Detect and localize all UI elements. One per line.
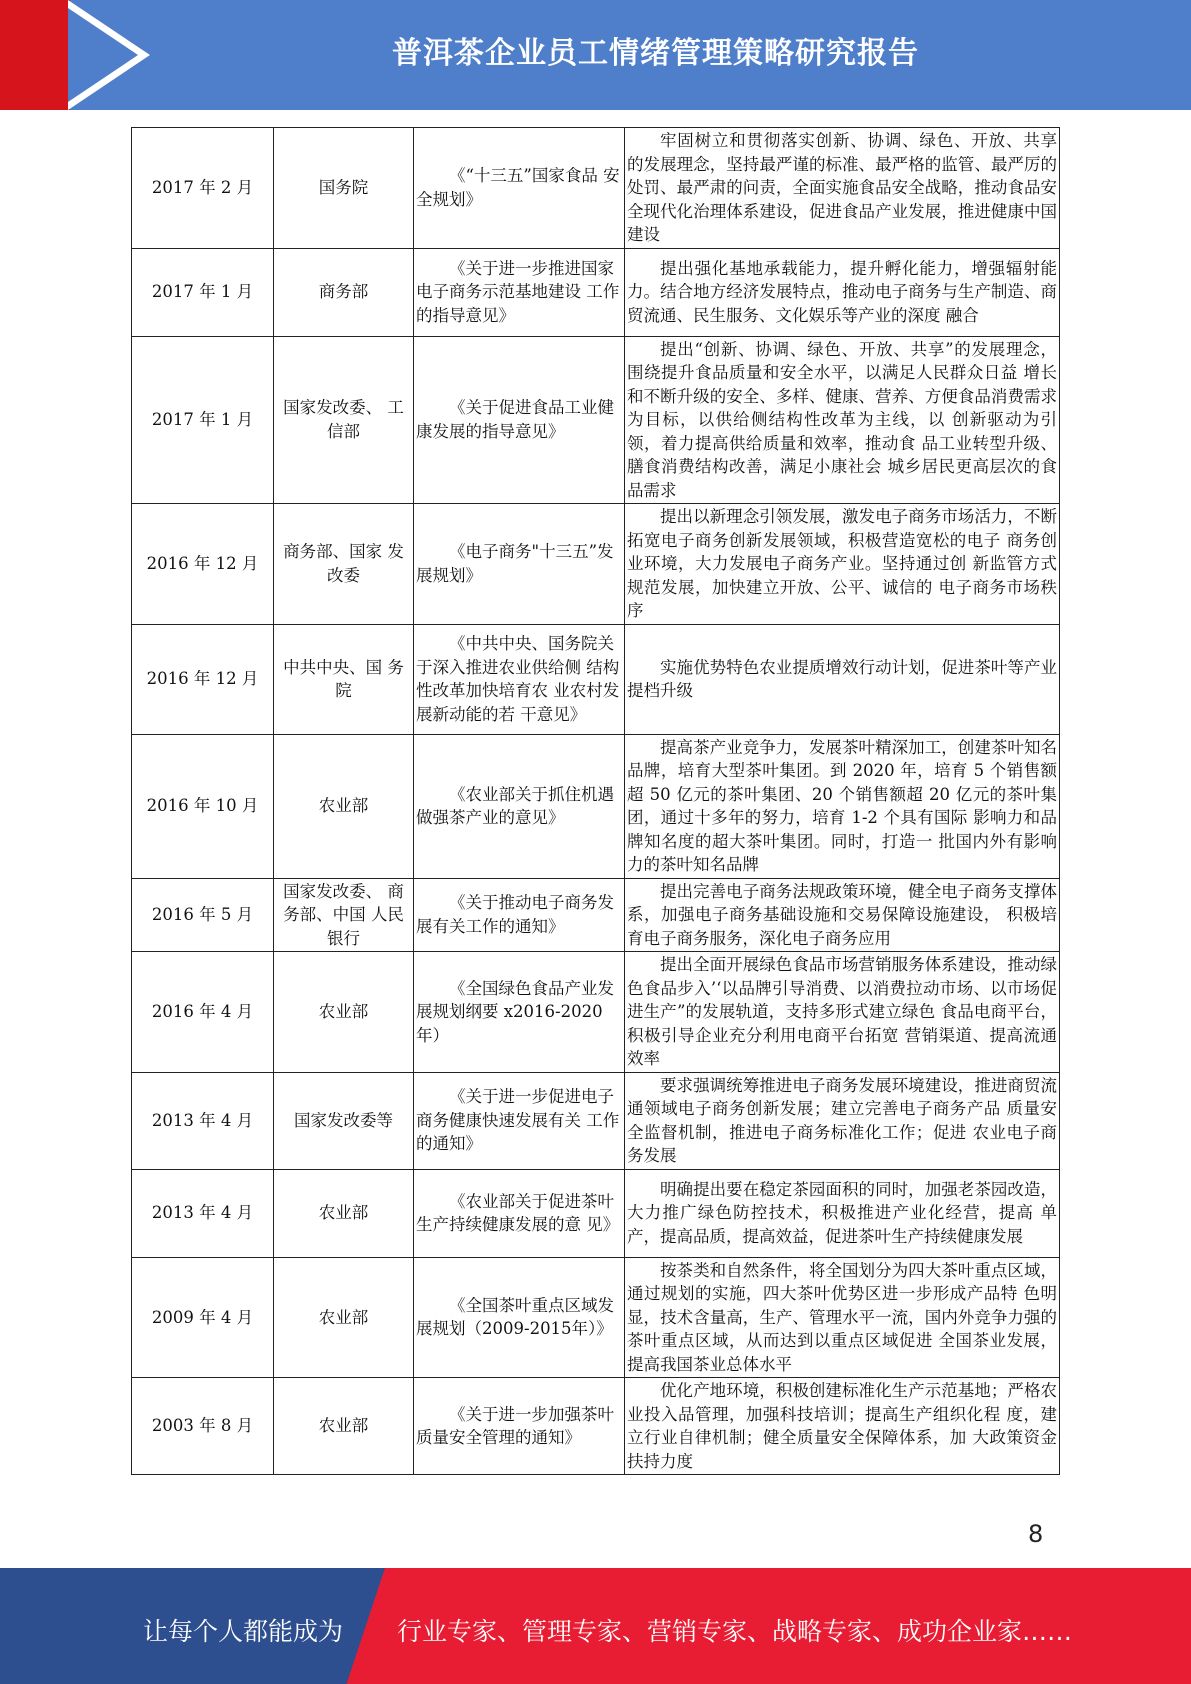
table-row [132,504,1060,625]
page-header [0,0,1191,110]
row-document: 《关于进一步促进电子 商务健康快速发展有关 工作的通知》 [414,1072,625,1169]
row-department: 国家发改委等 [274,1072,414,1169]
table-row [132,336,1060,504]
policy-table [131,127,1060,1475]
row-content: 提出全面开展绿色食品市场营销服务体系建设，推动绿色食品步入’‘以品牌引导消费、以消费拉动市场、以市场促进生产”的发展轨道，支持多形式建立绿色 食品电商平台，积极引导企业充分利用电商平台拓宽 营销渠道、提高流通效率 [625,952,1060,1073]
table-row [132,1169,1060,1257]
table-row [132,1072,1060,1169]
row-date: 2013 年 4 月 [132,1072,274,1169]
table-row [132,624,1060,734]
row-department: 农业部 [274,734,414,878]
row-content: 按茶类和自然条件，将全国划分为四大茶叶重点区域， 通过规划的实施，四大茶叶优势区进一步形成产品特 色明显，技术含量高，生产、管理水平一流，国内外竞争力强的茶叶重点区域，从而达到以重点区域促进 全国茶业发展，提高我国茶业总体水平 [625,1257,1060,1378]
row-document: 《全国绿色食品产业发 展规划纲要 x2016-2020 年） [414,952,625,1073]
row-content: 牢固树立和贯彻落实创新、协调、绿色、开放、共享 的发展理念，坚持最严谨的标准、最严格的监管、最严厉的处罚、最严肃的问责，全面实施食品安全战略，推动食品安全现代化治理体系建设，促进食品产业发展，推进健康中国建设 [625,128,1060,249]
row-date: 2017 年 2 月 [132,128,274,249]
page-footer [0,1568,1191,1684]
table-row [132,952,1060,1073]
row-document: 《关于促进食品工业健 康发展的指导意见》 [414,336,625,504]
row-date: 2017 年 1 月 [132,248,274,336]
row-document: 《全国茶叶重点区域发 展规划（2009-2015年）》 [414,1257,625,1378]
row-content: 提出完善电子商务法规政策环境，健全电子商务支撑体系，加强电子商务基础设施和交易保障设施建设， 积极培育电子商务服务，深化电子商务应用 [625,878,1060,952]
row-date: 2016 年 12 月 [132,624,274,734]
row-document: 《关于进一步加强茶叶 质量安全管理的通知》 [414,1378,625,1475]
row-department: 农业部 [274,952,414,1073]
page-number: 8 [1028,1520,1044,1548]
row-document: 《关于进一步推进国家 电子商务示范基地建设 工作的指导意见》 [414,248,625,336]
row-document: 《关于推动电子商务发 展有关工作的通知》 [414,878,625,952]
row-document: 《“十三五”国家食品 安全规划》 [414,128,625,249]
row-content: 提高茶产业竞争力，发展茶叶精深加工，创建茶叶知名品牌，培育大型茶叶集团。到 2020 年，培育 5 个销售额超 50 亿元的茶叶集团、20 个销售额超 20 亿元的茶叶集团，通过十多年的努力，培育 1-2 个具有国际 影响力和品牌知名度的超大茶叶集团。同时，打造一 批国内外有影响力的茶叶知名品牌 [625,734,1060,878]
row-date: 2016 年 12 月 [132,504,274,625]
row-date: 2009 年 4 月 [132,1257,274,1378]
row-content: 提出强化基地承载能力，提升孵化能力，增强辐射能 力。结合地方经济发展特点，推动电子商务与生产制造、商贸流通、民生服务、文化娱乐等产业的深度 融合 [625,248,1060,336]
footer-slogan-left: 让每个人都能成为 [143,1617,344,1646]
row-department: 中共中央、国 务院 [274,624,414,734]
row-document: 《电子商务"十三五”发展规划》 [414,504,625,625]
row-department: 农业部 [274,1257,414,1378]
row-content: 优化产地环境，积极创建标准化生产示范基地；严格农业投入品管理，加强科技培训；提高生产组织化程 度，建立行业自律机制；健全质量安全保障体系，加 大政策资金扶持力度 [625,1378,1060,1475]
row-department: 农业部 [274,1169,414,1257]
report-title: 普洱茶企业员工情绪管理策略研究报告 [392,36,919,71]
row-department: 商务部 [274,248,414,336]
row-content: 实施优势特色农业提质增效行动计划，促进茶叶等产业提档升级 [625,624,1060,734]
row-department: 农业部 [274,1378,414,1475]
table-row [132,1378,1060,1475]
row-content: 明确提出要在稳定茶园面积的同时，加强老茶园改造， 大力推广绿色防控技术，积极推进产业化经营，提高 单产，提高品质，提高效益，促进茶叶生产持续健康发展 [625,1169,1060,1257]
table-row [132,878,1060,952]
row-date: 2016 年 5 月 [132,878,274,952]
row-content: 提出“创新、协调、绿色、开放、共享”的发展理念， 围绕提升食品质量和安全水平，以满足人民群众日益 增长和不断升级的安全、多样、健康、营养、方便食品消费需求为目标，以供给侧结构性改革为主线，以 创新驱动为引领，着力提高供给质量和效率，推动食 品工业转型升级、膳食消费结构改善，满足小康社会 城乡居民更高层次的食品需求 [625,336,1060,504]
table-row [132,248,1060,336]
row-content: 要求强调统筹推进电子商务发展环境建设，推进商贸流通领域电子商务创新发展；建立完善电子商务产品 质量安全监督机制，推进电子商务标准化工作；促进 农业电子商务发展 [625,1072,1060,1169]
row-content: 提出以新理念引领发展，激发电子商务市场活力，不断拓宽电子商务创新发展领域，积极营造宽松的电子 商务创业环境，大力发展电子商务产业。坚持通过创 新监管方式规范发展，加快建立开放、公平、诚信的 电子商务市场秩序 [625,504,1060,625]
row-department: 商务部、国家 发改委 [274,504,414,625]
table-row [132,1257,1060,1378]
row-date: 2016 年 4 月 [132,952,274,1073]
table-row [132,128,1060,249]
row-department: 国家发改委、 商务部、中国 人民银行 [274,878,414,952]
row-date: 2013 年 4 月 [132,1169,274,1257]
row-document: 《农业部关于抓住机遇 做强茶产业的意见》 [414,734,625,878]
footer-slogan-right: 行业专家、管理专家、营销专家、战略专家、成功企业家…… [397,1617,1073,1646]
table-row [132,734,1060,878]
row-document: 《中共中央、国务院关 于深入推进农业供给侧 结构性改革加快培育农 业农村发展新动能的若 干意见》 [414,624,625,734]
row-department: 国务院 [274,128,414,249]
row-department: 国家发改委、 工信部 [274,336,414,504]
row-date: 2003 年 8 月 [132,1378,274,1475]
row-date: 2016 年 10 月 [132,734,274,878]
row-date: 2017 年 1 月 [132,336,274,504]
row-document: 《农业部关于促进茶叶 生产持续健康发展的意 见》 [414,1169,625,1257]
